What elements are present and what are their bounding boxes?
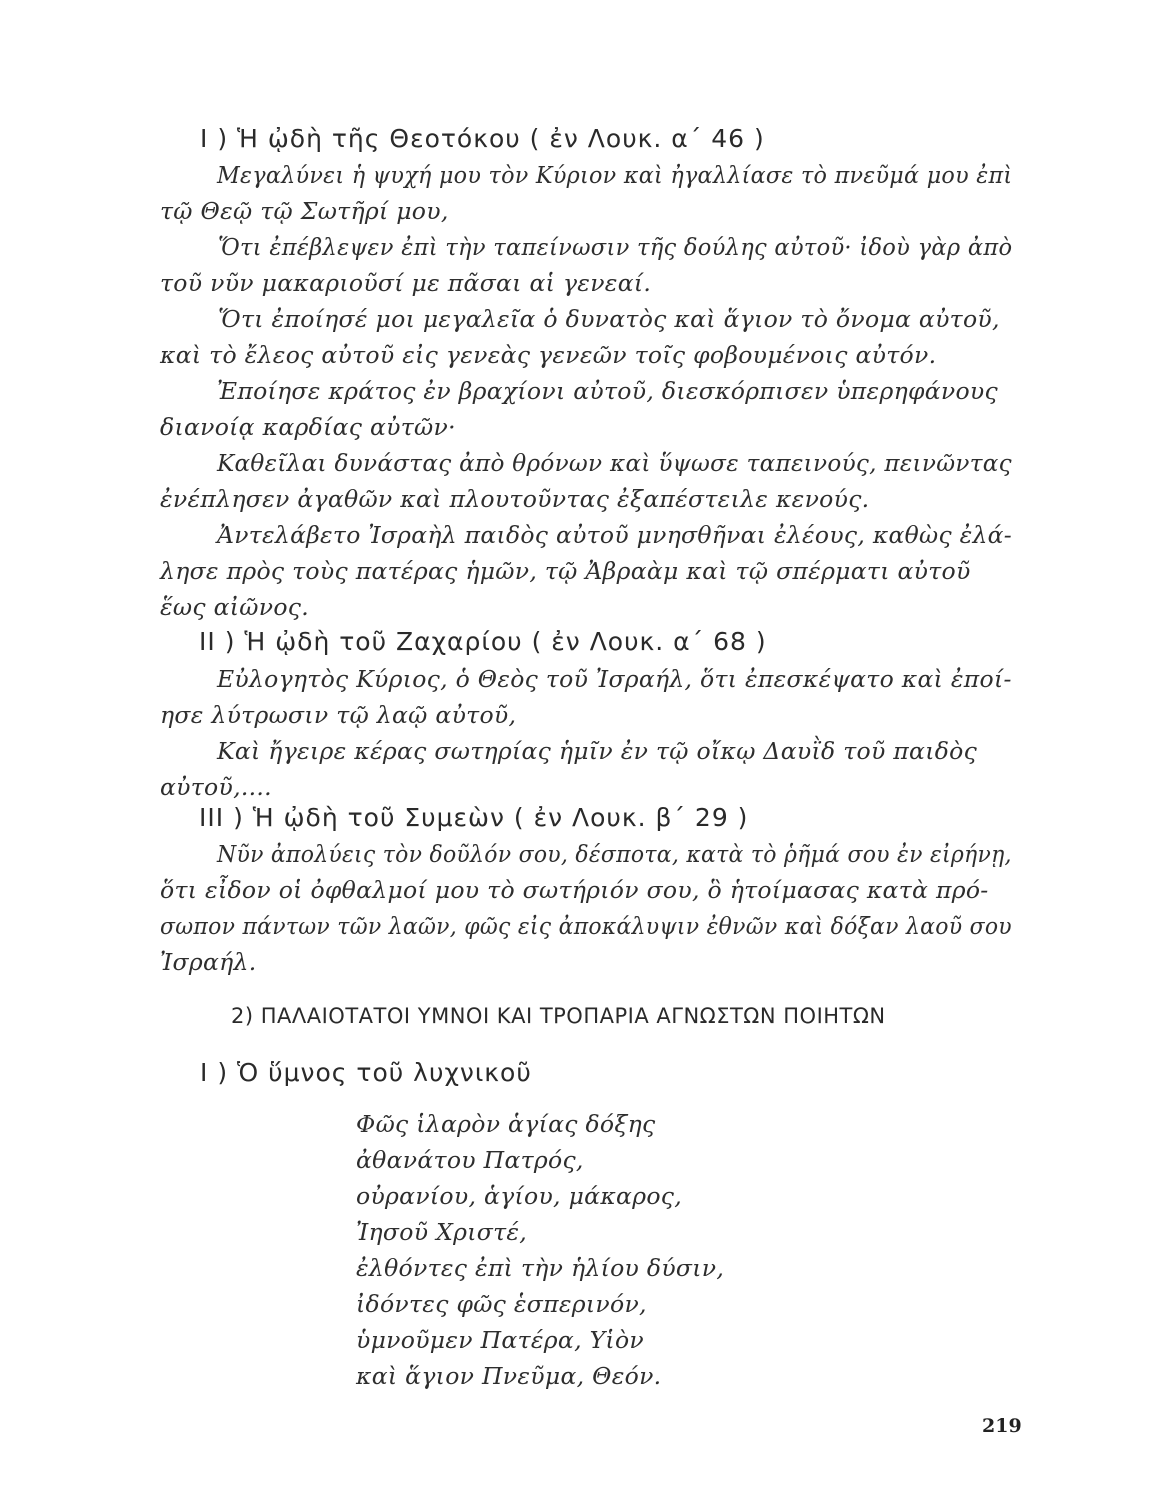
- text-line: λησε πρὸς τοὺς πατέρας ἡμῶν, τῷ Ἀβραὰμ καὶ τῷ σπέρματι αὐτοῦ: [160, 557, 971, 585]
- text-line: διανοίᾳ καρδίας αὐτῶν·: [160, 413, 456, 441]
- page-number: 219: [982, 1415, 1022, 1437]
- text-line: ἐνέπλησεν ἀγαθῶν καὶ πλουτοῦντας ἐξαπέστειλε κενούς.: [160, 485, 870, 513]
- section-title: 2) ΠΑΛΑΙΟΤΑΤΟΙ ΥΜΝΟΙ ΚΑΙ ΤΡΟΠΑΡΙΑ ΑΓΝΩΣΤΩΝ ΠΟΙΗΤΩΝ: [231, 1004, 886, 1028]
- ode-heading-zacharias: II ) Ἡ ᾠδὴ τοῦ Ζαχαρίου ( ἐν Λουκ. α΄ 68 ): [199, 627, 767, 656]
- text-line: Ἰσραήλ.: [160, 948, 257, 976]
- verse-line: καὶ ἅγιον Πνεῦμα, Θεόν.: [356, 1362, 662, 1390]
- verse-line: οὐρανίου, ἁγίου, μάκαρος,: [356, 1182, 683, 1210]
- text-line: καὶ τὸ ἔλεος αὐτοῦ εἰς γενεὰς γενεῶν τοῖς φοβουμένοις αὐτόν.: [160, 341, 937, 369]
- text-line: σωπον πάντων τῶν λαῶν, φῶς εἰς ἀποκάλυψιν ἐθνῶν καὶ δόξαν λαοῦ σου: [160, 912, 1012, 940]
- verse-line: Ἰησοῦ Χριστέ,: [356, 1218, 528, 1246]
- text-line: ὅτι εἶδον οἱ ὀφθαλμοί μου τὸ σωτήριόν σου, ὃ ἡτοίμασας κατὰ πρό-: [160, 876, 989, 904]
- text-line: Μεγαλύνει ἡ ψυχή μου τὸν Κύριον καὶ ἠγαλλίασε τὸ πνεῦμά μου ἐπὶ: [217, 161, 1013, 189]
- text-line: Ὅτι ἐπέβλεψεν ἐπὶ τὴν ταπείνωσιν τῆς δούλης αὐτοῦ· ἰδοὺ γὰρ ἀπὸ: [218, 233, 1013, 261]
- text-line: αὐτοῦ,....: [160, 773, 272, 801]
- text-line: Νῦν ἀπολύεις τὸν δοῦλόν σου, δέσποτα, κατὰ τὸ ῥῆμά σου ἐν εἰρήνῃ,: [217, 840, 1012, 868]
- hymn-heading-lychnikon: I ) Ὁ ὕμνος τοῦ λυχνικοῦ: [200, 1058, 532, 1087]
- text-line: τοῦ νῦν μακαριοῦσί με πᾶσαι αἱ γενεαί.: [160, 269, 652, 297]
- text-line: τῷ Θεῷ τῷ Σωτῆρί μου,: [160, 197, 449, 225]
- verse-line: ἐλθόντες ἐπὶ τὴν ἡλίου δύσιν,: [356, 1254, 725, 1282]
- verse-line: ἀθανάτου Πατρός,: [356, 1146, 584, 1174]
- text-line: Ἐποίησε κράτος ἐν βραχίονι αὐτοῦ, διεσκόρπισεν ὑπερηφάνους: [217, 377, 998, 405]
- ode-heading-symeon: III ) Ἡ ᾠδὴ τοῦ Συμεὼν ( ἐν Λουκ. β΄ 29 ): [199, 803, 749, 832]
- text-line: Καὶ ἤγειρε κέρας σωτηρίας ἡμῖν ἐν τῷ οἴκῳ Δαυῒδ τοῦ παιδὸς: [217, 737, 978, 765]
- text-line: Ἀντελάβετο Ἰσραὴλ παιδὸς αὐτοῦ μνησθῆναι ἐλέους, καθὼς ἐλά-: [217, 521, 1013, 549]
- verse-line: ὑμνοῦμεν Πατέρα, Υἱὸν: [356, 1326, 644, 1354]
- text-line: ἕως αἰῶνος.: [160, 593, 310, 621]
- text-line: Εὐλογητὸς Κύριος, ὁ Θεὸς τοῦ Ἰσραήλ, ὅτι ἐπεσκέψατο καὶ ἐποί-: [217, 665, 1012, 693]
- text-line: ησε λύτρωσιν τῷ λαῷ αὐτοῦ,: [160, 701, 517, 729]
- verse-line: Φῶς ἱλαρὸν ἁγίας δόξης: [356, 1110, 656, 1138]
- verse-line: ἰδόντες φῶς ἑσπερινόν,: [356, 1290, 647, 1318]
- text-line: Καθεῖλαι δυνάστας ἀπὸ θρόνων καὶ ὕψωσε ταπεινούς, πεινῶντας: [217, 449, 1012, 477]
- ode-heading-theotokos: I ) Ἡ ᾠδὴ τῆς Θεοτόκου ( ἐν Λουκ. α΄ 46 ): [200, 124, 765, 153]
- text-line: Ὅτι ἐποίησέ μοι μεγαλεῖα ὁ δυνατὸς καὶ ἅγιον τὸ ὄνομα αὐτοῦ,: [218, 305, 1000, 333]
